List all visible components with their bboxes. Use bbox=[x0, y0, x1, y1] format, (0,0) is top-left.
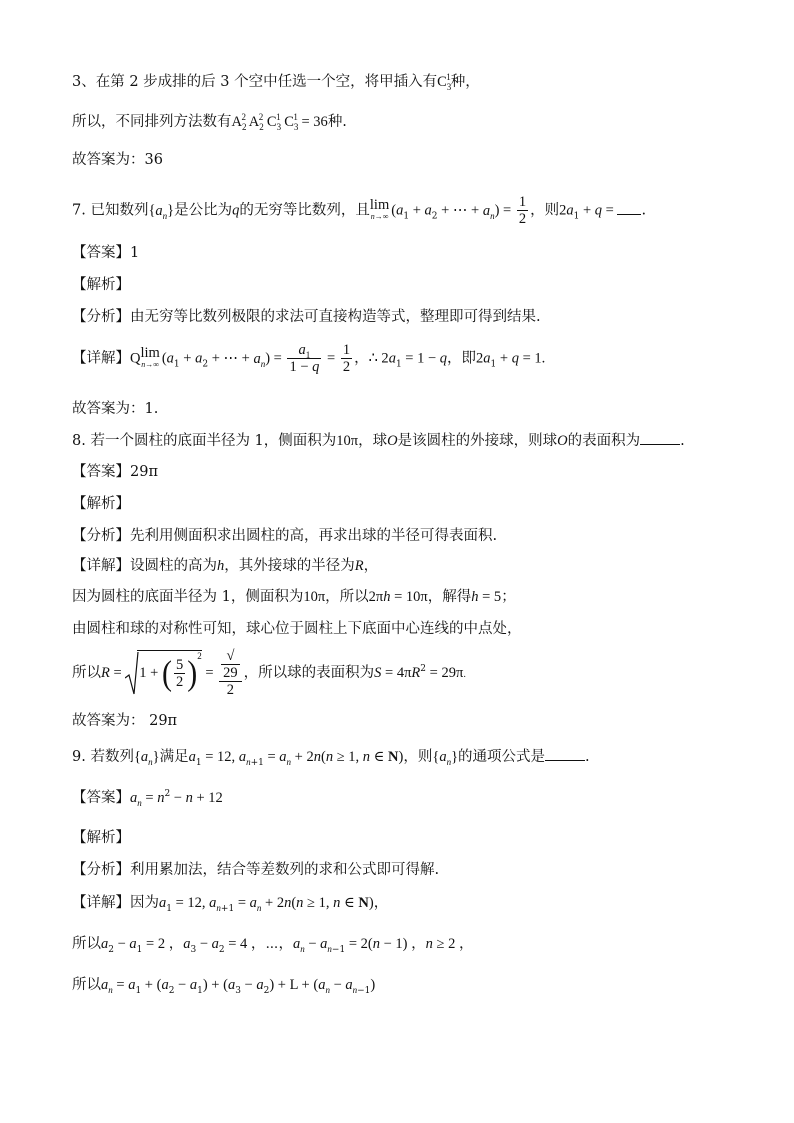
analysis-heading: 【解析】 bbox=[72, 830, 130, 846]
answer-line: 故答案为：36 bbox=[72, 152, 163, 168]
detail-8-line2: 因为圆柱的底面半径为 1，侧面积为10π，所以2πh = 10π，解得h = 5； bbox=[72, 589, 516, 605]
question-9: 9. 若数列$\{a_n\}$满足$a_1 = 12$, $a_{n+1} = a_n + 2n(n \ge 1$, n ∈ N)，则$\{a_n\}$的通项公式是 . bbox=[72, 746, 734, 767]
detail-7: 【详解】Q lim n→∞ ($a_1 + a_2$ + ⋯ + $a_n$) = $\frac{a_1}{1 - q}$ = $\frac{1}{2}$ ，∴ $2a_1 = 1 - q$，即$2a_1 + q = 1$. bbox=[72, 342, 546, 375]
detail-8-line4: 所以R = 1 + ( $\frac{5}{2}$ )$^2$ = √ 29 2 ，所以球的表面积为$S = 4\pi R^2 = 29\pi$. bbox=[72, 648, 467, 698]
sqrt-sign bbox=[125, 650, 139, 696]
question-7: 7. 已知数列$\{a_n\}$是公比为q的无穷等比数列，且 lim n→∞ ($a_1 + a_2$ + ⋯ + $a_n$) = $\frac{1}{2}$ ，则$2a_1 + q$ = . bbox=[72, 194, 647, 227]
detail-8: 【详解】设圆柱的高为h，其外接球的半径为R， bbox=[72, 558, 379, 574]
answer-7: 【答案】1 bbox=[72, 245, 140, 261]
text-line: 所以，不同排列方法数有$A_2^2$ $A_2^2$ $C_3^1$ $C_3^1 = 36$种. bbox=[72, 112, 347, 132]
detail-8-line3: 由圆柱和球的对称性可知，球心位于圆柱上下底面中心连线的中点处， bbox=[72, 621, 522, 637]
analysis-heading: 【解析】 bbox=[72, 496, 130, 512]
answer-8: 【答案】29π bbox=[72, 464, 158, 480]
analysis-8: 【分析】先利用侧面积求出圆柱的高，再求出球的半径可得表面积. bbox=[72, 528, 498, 544]
answer-9: 【答案】$a_n = n^2 - n + 12$ bbox=[72, 789, 223, 808]
detail-9: 【详解】因为$a_1 = 12$, $a_{n+1} = a_n + 2n(n \ge 1$, n ∈ N)， bbox=[72, 895, 389, 914]
question-8: 8. 若一个圆柱的底面半径为 1，侧面积为10π，球O是该圆柱的外接球，则球O的表面积为 . bbox=[72, 430, 734, 451]
analysis-heading: 【解析】 bbox=[72, 277, 130, 293]
answer-8-final: 故答案为： 29π bbox=[72, 713, 178, 729]
answer-7-final: 故答案为：1. bbox=[72, 401, 159, 417]
analysis-7: 【分析】由无穷等比数列极限的求法可直接构造等式，整理即可得到结果. bbox=[72, 309, 541, 325]
analysis-9: 【分析】利用累加法，结合等差数列的求和公式即可得解. bbox=[72, 862, 440, 878]
detail-9-line2: 所以$a_2 - a_1 = 2$ ，$a_3 - a_2 = 4$ ，⋯，$a_n - a_{n-1} = 2(n - 1)$ ，n ≥ 2 ， bbox=[72, 936, 474, 955]
detail-9-line3: 所以$a_n = a_1 + (a_2 - a_1) + (a_3 - a_2) + L + (a_n - a_{n-1})$ bbox=[72, 977, 376, 996]
text-line: 3、在第 2 步成排的后 3 个空中任选一个空，将甲插入有$C_3^1$种， bbox=[72, 72, 480, 92]
